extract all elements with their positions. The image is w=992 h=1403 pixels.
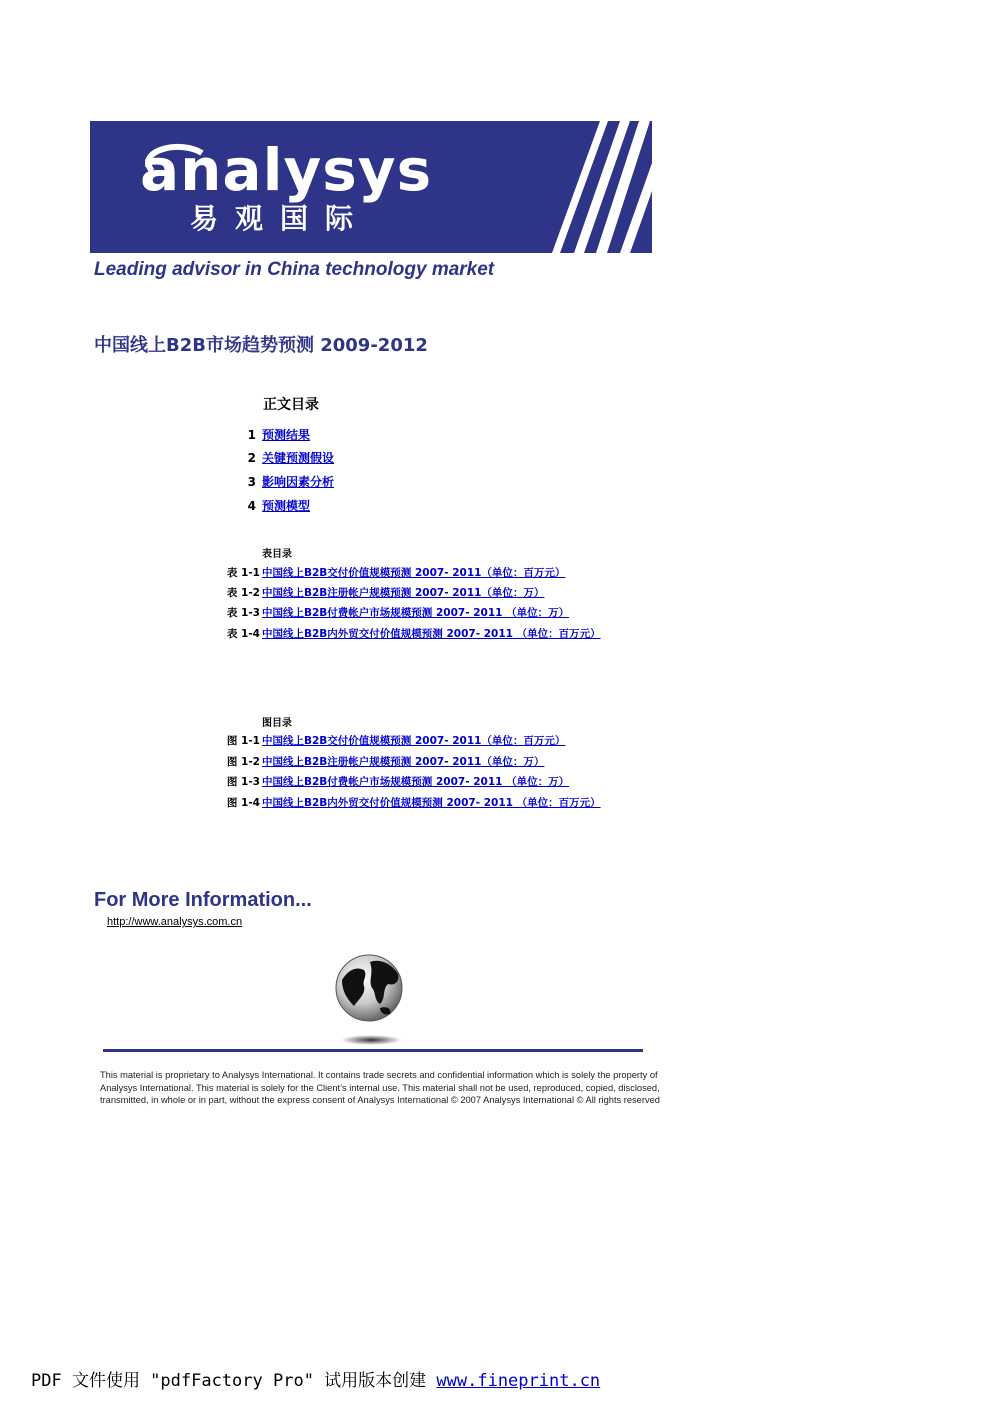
table-list-link[interactable]: 中国线上B2B付费帐户市场规模预测 2007- 2011 （单位：万）: [262, 607, 570, 619]
toc-item-number: 2: [247, 451, 256, 465]
disclaimer-text: This material is proprietary to Analysys International. It contains trade secrets and confidential information which is solely the property of Analysys International. This material is solely for the Client’s internal use. This material shall not be used, reproduced, copied, disclosed, transmitted, in whole or in part, without the express consent of Analysys International © 2007 Analysys International © All rights reserved: [100, 1070, 660, 1106]
figure-list-item[interactable]: [226, 755, 545, 769]
table-list-link[interactable]: 中国线上B2B交付价值规模预测 2007- 2011（单位：百万元）: [262, 567, 566, 579]
tagline: Leading advisor in China technology market: [94, 259, 495, 280]
globe-icon: [334, 950, 408, 1050]
more-info-heading: For More Information...: [94, 889, 312, 911]
figure-list-number: 图 1-2: [226, 756, 260, 768]
figure-list-item[interactable]: [226, 775, 570, 789]
toc-item-number: 3: [247, 475, 256, 489]
toc-item-number: 1: [247, 428, 256, 442]
figure-list-number: 图 1-1: [226, 735, 260, 747]
figure-list-item[interactable]: [226, 734, 566, 748]
website-link[interactable]: http://www.analysys.com.cn: [107, 916, 243, 928]
table-list-item[interactable]: [226, 606, 570, 620]
toc-item-link[interactable]: 影响因素分析: [262, 475, 335, 489]
toc-item-link[interactable]: 关键预测假设: [262, 451, 335, 465]
figure-list-number: 图 1-3: [226, 776, 260, 788]
toc-heading: 正文目录: [263, 397, 319, 413]
toc-item-link[interactable]: 预测模型: [262, 499, 311, 513]
section-divider: [103, 1049, 643, 1052]
table-list-heading: 表目录: [262, 549, 292, 560]
toc-item-link[interactable]: 预测结果: [262, 428, 311, 442]
figure-list-link[interactable]: 中国线上B2B内外贸交付价值规模预测 2007- 2011 （单位：百万元）: [262, 797, 601, 809]
table-list-link[interactable]: 中国线上B2B注册帐户规模预测 2007- 2011（单位：万）: [262, 587, 545, 599]
figure-list-link[interactable]: 中国线上B2B交付价值规模预测 2007- 2011（单位：百万元）: [262, 735, 566, 747]
logo-wordmark: analysys: [140, 136, 433, 204]
logo-chinese-name: 易观国际: [190, 202, 371, 235]
table-list-number: 表 1-4: [226, 628, 260, 640]
table-list-number: 表 1-3: [226, 607, 260, 619]
table-list-number: 表 1-2: [226, 587, 260, 599]
table-list-item[interactable]: [226, 586, 545, 600]
toc-item-number: 4: [247, 499, 256, 513]
footer-text: PDF 文件使用 "pdfFactory Pro" 试用版本创建: [31, 1371, 437, 1391]
table-list-link[interactable]: 中国线上B2B内外贸交付价值规模预测 2007- 2011 （单位：百万元）: [262, 628, 601, 640]
analysys-logo-banner: [90, 121, 652, 253]
table-list-number: 表 1-1: [226, 567, 260, 579]
figure-list-link[interactable]: 中国线上B2B注册帐户规模预测 2007- 2011（单位：万）: [262, 756, 545, 768]
footer-link[interactable]: www.fineprint.cn: [436, 1371, 601, 1391]
table-list-item[interactable]: [226, 627, 601, 641]
figure-list-item[interactable]: [226, 796, 601, 810]
table-list-item[interactable]: [226, 566, 566, 580]
pdf-watermark-footer: [31, 1366, 600, 1391]
figure-list-link[interactable]: 中国线上B2B付费帐户市场规模预测 2007- 2011 （单位：万）: [262, 776, 570, 788]
report-title: 中国线上B2B市场趋势预测 2009-2012: [94, 335, 428, 356]
figure-list-heading: 图目录: [262, 718, 292, 729]
figure-list-number: 图 1-4: [226, 797, 260, 809]
